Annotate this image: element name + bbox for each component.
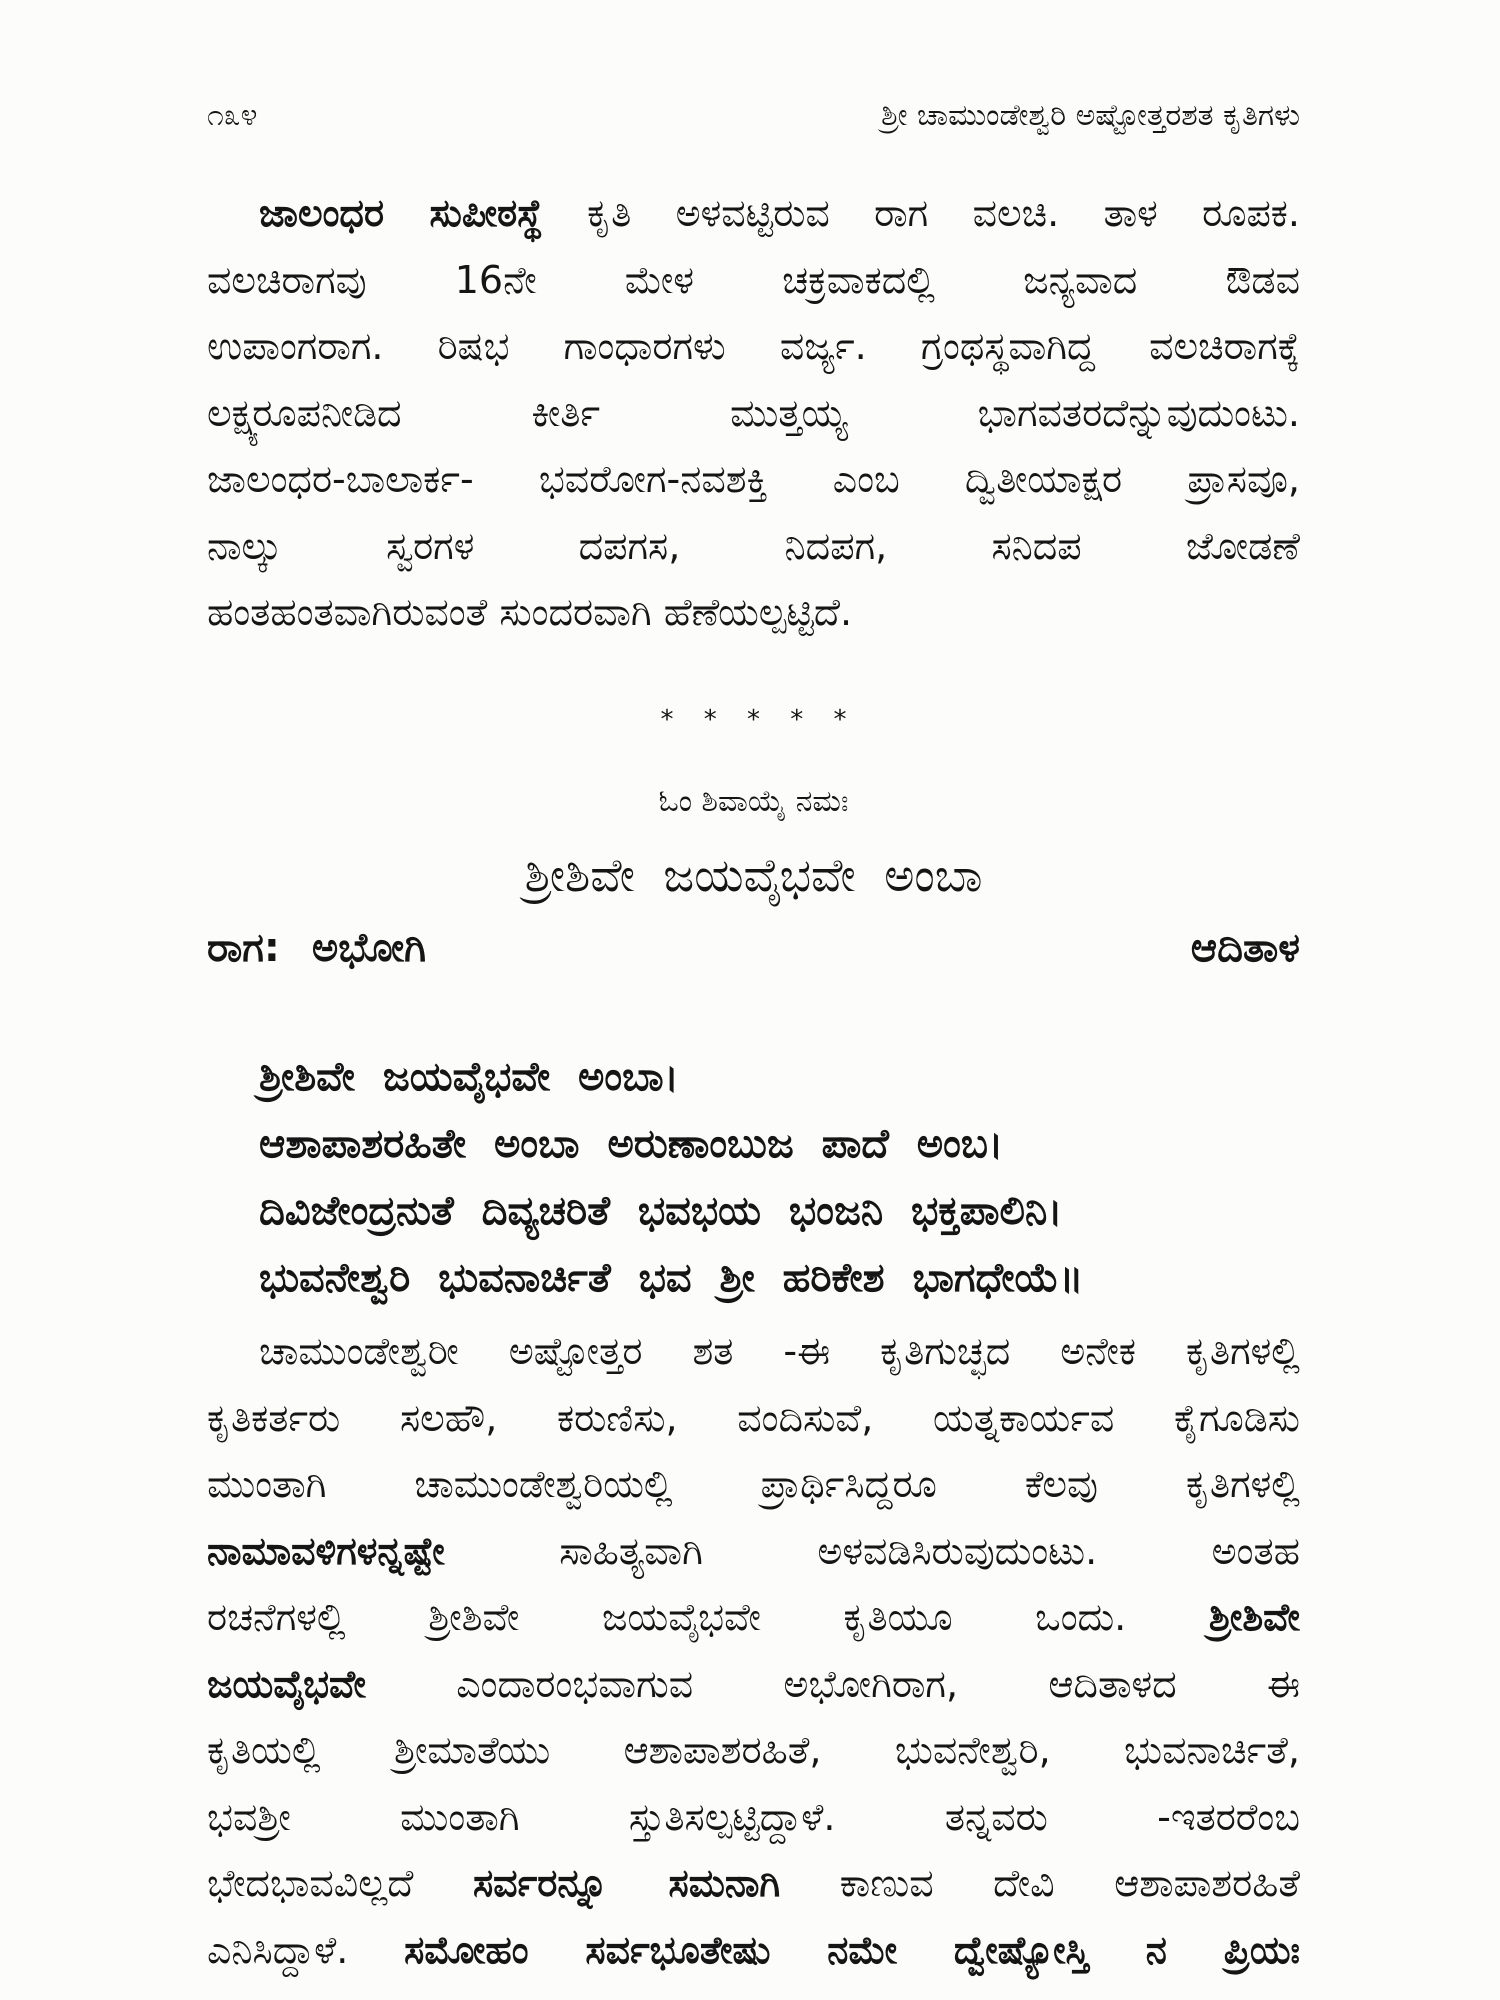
text-line bbox=[207, 1784, 1300, 1851]
line-text: ಭವಶ್ರೀ ಮುಂತಾಗಿ ಸ್ತುತಿಸಲ್ಪಟ್ಟಿದ್ದಾಳೆ. ತನ್ನವರು -ಇತರರೆಂಬ bbox=[207, 1794, 1300, 1839]
kriti-title: ಶ್ರೀಶಿವೇ ಜಯವೈಭವೇ ಅಂಬಾ bbox=[524, 848, 983, 902]
line-text: ಎನಿಸಿದ್ದಾಳೆ. bbox=[207, 1927, 405, 1972]
text-line bbox=[207, 1518, 1300, 1585]
verse-line: ಶ್ರೀಶಿವೇ ಜಯವೈಭವೇ ಅಂಬಾ। bbox=[259, 1054, 679, 1100]
section-divider: * * * * * bbox=[660, 705, 847, 735]
paragraph-kriti-commentary bbox=[207, 1318, 1300, 1983]
running-title: ಶ್ರೀ ಚಾಮುಂಡೇಶ್ವರಿ ಅಷ್ಟೋತ್ತರಶತ ಕೃತಿಗಳು bbox=[881, 98, 1300, 133]
line-text: ಕೃತಿಕರ್ತರು ಸಲಹೌ, ಕರುಣಿಸು, ವಂದಿಸುವೆ, ಯತ್ನಕಾರ್ಯವ ಕೈಗೂಡಿಸು bbox=[207, 1395, 1300, 1440]
text-line bbox=[207, 1850, 1300, 1917]
line-text: ಕೃತಿ ಅಳವಟ್ಟಿರುವ ರಾಗ ವಲಚಿ. ತಾಳ ರೂಪಕ. bbox=[542, 191, 1300, 235]
text-line bbox=[207, 247, 1300, 314]
page-number: ೧೩೪ bbox=[207, 98, 258, 133]
verse-line: ದಿವಿಜೇಂದ್ರನುತೆ ದಿವ್ಯಚರಿತೆ ಭವಭಯ ಭಂಜನಿ ಭಕ್ತಪಾಲಿನಿ। bbox=[259, 1188, 1063, 1234]
raga-label: ರಾಗ: ಅಭೋಗಿ bbox=[207, 925, 427, 971]
text-line bbox=[207, 380, 1300, 447]
line-text: ಸಾಹಿತ್ಯವಾಗಿ ಅಳವಡಿಸಿರುವುದುಂಟು. ಅಂತಹ bbox=[444, 1528, 1300, 1573]
tala-label: ಆದಿತಾಳ bbox=[1190, 925, 1300, 971]
line-text: ಉಪಾಂಗರಾಗ. ರಿಷಭ ಗಾಂಧಾರಗಳು ವರ್ಜ್ಯ. ಗ್ರಂಥಸ್ಥವಾಗಿದ್ದ ವಲಚಿರಾಗಕ್ಕೆ bbox=[207, 324, 1300, 368]
text-line bbox=[207, 446, 1300, 513]
bold-phrase: ಸರ್ವರನ್ನೂ ಸಮನಾಗಿ bbox=[472, 1861, 781, 1905]
text-line bbox=[207, 1917, 1300, 1984]
line-text: ರಚನೆಗಳಲ್ಲಿ ಶ್ರೀಶಿವೇ ಜಯವೈಭವೇ ಕೃತಿಯೂ ಒಂದು. bbox=[207, 1595, 1209, 1639]
text-line bbox=[207, 1385, 1300, 1452]
bold-phrase: ನಾಮಾವಳಿಗಳನ್ನಷ್ಟೇ bbox=[207, 1528, 445, 1573]
line-text: ಎಂದಾರಂಭವಾಗುವ ಅಭೋಗಿರಾಗ, ಆದಿತಾಳದ ಈ bbox=[365, 1661, 1300, 1706]
line-text: ಕೃತಿಯಲ್ಲಿ ಶ್ರೀಮಾತೆಯು ಆಶಾಪಾಶರಹಿತೆ, ಭುವನೇಶ್ವರಿ, ಭುವನಾರ್ಚಿತೆ, bbox=[207, 1728, 1300, 1772]
page-header bbox=[207, 94, 1300, 138]
paragraph-raga-notes bbox=[207, 180, 1300, 646]
line-text: ನಾಲ್ಕು ಸ್ವರಗಳ ದಪಗಸ, ನಿದಪಗ, ಸನಿದಪ ಜೋಡಣೆ bbox=[207, 523, 1300, 568]
line-text: ಚಾಮುಂಡೇಶ್ವರೀ ಅಷ್ಟೋತ್ತರ ಶತ -ಈ ಕೃತಿಗುಚ್ಛದ ಅನೇಕ ಕೃತಿಗಳಲ್ಲಿ bbox=[259, 1329, 1300, 1373]
text-line bbox=[207, 180, 1300, 247]
text-line bbox=[207, 1584, 1300, 1651]
bold-phrase: ಸಮೋಹಂ ಸರ್ವಭೂತೇಷು ನಮೇ ದ್ವೇಷ್ಯೋಸ್ತಿ ನ ಪ್ರಿಯಃ bbox=[404, 1927, 1300, 1972]
text-line bbox=[207, 313, 1300, 380]
invocation: ಓಂ ಶಿವಾಯೈ ನಮಃ bbox=[658, 784, 849, 819]
verse-block bbox=[259, 1044, 1300, 1312]
verse-line: ಭುವನೇಶ್ವರಿ ಭುವನಾರ್ಚಿತೆ ಭವ ಶ್ರೀ ಹರಿಕೇಶ ಭಾಗಧೇಯೆ॥ bbox=[259, 1255, 1084, 1301]
text-line bbox=[207, 1717, 1300, 1784]
verse-line: ಆಶಾಪಾಶರಹಿತೇ ಅಂಬಾ ಅರುಣಾಂಬುಜ ಪಾದೆ ಅಂಬ। bbox=[259, 1121, 1004, 1167]
line-text: ಮುಂತಾಗಿ ಚಾಮುಂಡೇಶ್ವರಿಯಲ್ಲಿ ಪ್ರಾರ್ಥಿಸಿದ್ದರೂ ಕೆಲವು ಕೃತಿಗಳಲ್ಲಿ bbox=[207, 1462, 1300, 1506]
raga-tala-row bbox=[207, 920, 1300, 976]
line-text: ಭೇದಭಾವವಿಲ್ಲದೆ bbox=[207, 1861, 473, 1905]
text-line bbox=[207, 513, 1300, 580]
line-text: ಹಂತಹಂತವಾಗಿರುವಂತೆ ಸುಂದರವಾಗಿ ಹೆಣೆಯಲ್ಪಟ್ಟಿದೆ. bbox=[207, 590, 853, 634]
line-text: ವಲಚಿರಾಗವು 16ನೇ ಮೇಳ ಚಕ್ರವಾಕದಲ್ಲಿ ಜನ್ಯವಾದ ಔಡವ bbox=[207, 257, 1300, 302]
text-line bbox=[207, 1651, 1300, 1718]
line-text: ಜಾಲಂಧರ-ಬಾಲಾರ್ಕ- ಭವರೋಗ-ನವಶಕ್ತಿ ಎಂಬ ದ್ವಿತೀಯಾಕ್ಷರ ಪ್ರಾಸವೂ, bbox=[207, 457, 1300, 501]
bold-phrase: ಜಾಲಂಧರ ಸುಪೀಠಸ್ಥೆ bbox=[259, 191, 543, 235]
text-line bbox=[207, 1451, 1300, 1518]
line-text: ಲಕ್ಷ್ಯರೂಪನೀಡಿದ ಕೀರ್ತಿ ಮುತ್ತಯ್ಯ ಭಾಗವತರದೆನ್ನುವುದುಂಟು. bbox=[207, 390, 1300, 435]
text-line bbox=[207, 579, 1300, 646]
line-text: ಕಾಣುವ ದೇವಿ ಆಶಾಪಾಶರಹಿತೆ bbox=[780, 1861, 1300, 1905]
bold-phrase: ಶ್ರೀಶಿವೇ bbox=[1208, 1595, 1300, 1639]
bold-phrase: ಜಯವೈಭವೇ bbox=[207, 1661, 366, 1706]
text-line bbox=[207, 1318, 1300, 1385]
